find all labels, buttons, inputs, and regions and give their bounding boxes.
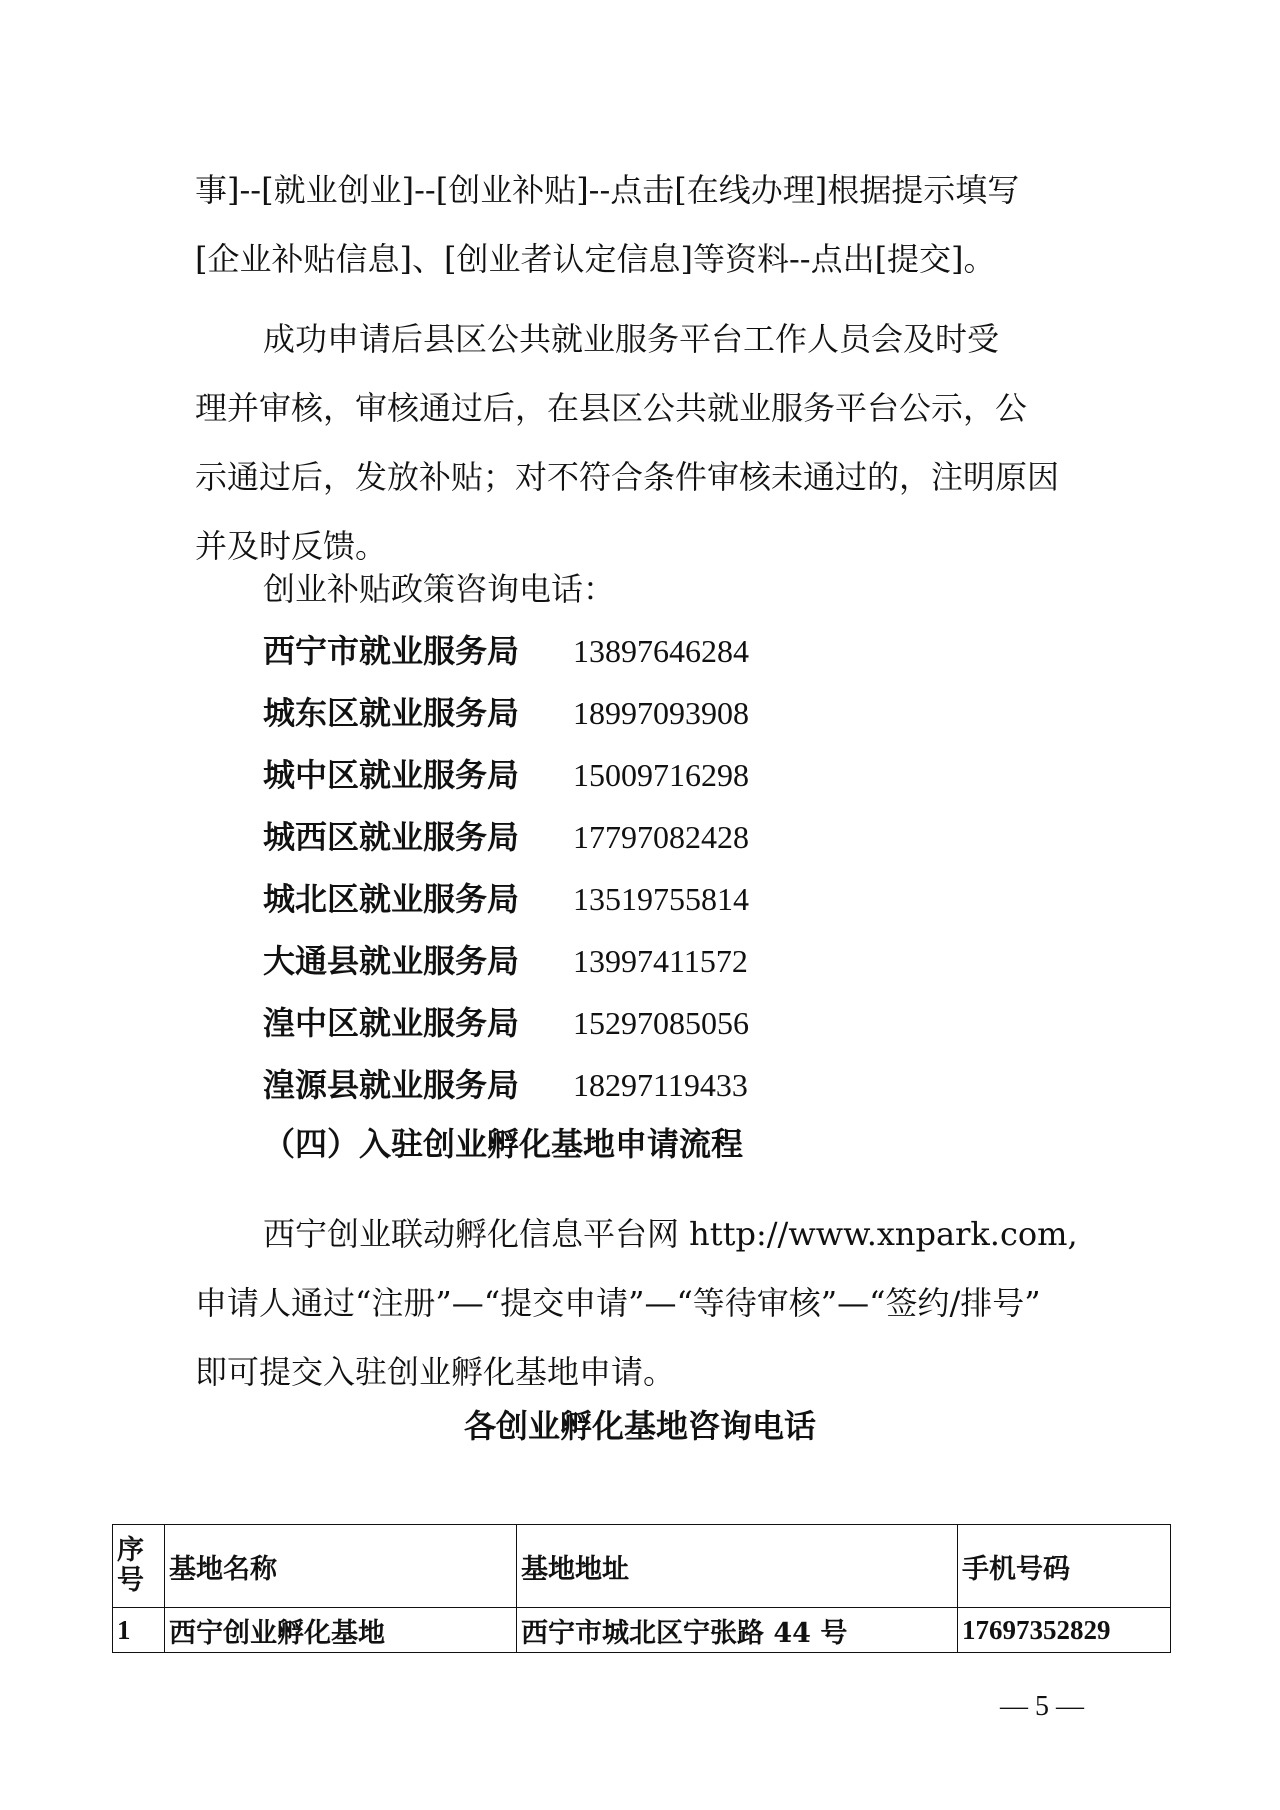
bureau-name: 城西区就业服务局	[263, 818, 520, 856]
bureau-name: 西宁市就业服务局	[263, 632, 520, 670]
hotline-row	[263, 1054, 749, 1116]
header-name: 基地名称	[165, 1525, 517, 1608]
text-line: 并及时反馈。	[195, 527, 388, 565]
text-line: 西宁创业联动孵化信息平台网 http://www.xnpark.com,	[263, 1215, 1078, 1253]
phone-number: 18997093908	[573, 695, 749, 731]
text-line: [企业补贴信息]、[创业者认定信息]等资料--点出[提交]。	[195, 240, 996, 278]
hotline-row	[263, 868, 749, 930]
subsidy-hotline-list	[263, 558, 749, 1116]
cell-no: 1	[113, 1608, 165, 1653]
text-line: 理并审核，审核通过后，在县区公共就业服务平台公示，公	[195, 389, 1028, 427]
bureau-name: 城北区就业服务局	[263, 880, 520, 918]
table-title: 各创业孵化基地咨询电话	[463, 1407, 816, 1445]
phone-number: 13519755814	[573, 881, 749, 917]
phone-number: 15297085056	[573, 1005, 749, 1041]
application-steps-paragraph	[195, 156, 1095, 294]
hotline-row	[263, 806, 749, 868]
phone-number: 13997411572	[573, 943, 748, 979]
table-row	[113, 1608, 1171, 1653]
bureau-name: 大通县就业服务局	[263, 942, 520, 980]
review-process-paragraph	[195, 305, 1095, 581]
cell-name: 西宁创业孵化基地	[165, 1608, 517, 1653]
phone-number: 15009716298	[573, 757, 749, 793]
text-line: 事]--[就业创业]--[创业补贴]--点击[在线办理]根据提示填写	[195, 171, 1020, 209]
text-line: 成功申请后县区公共就业服务平台工作人员会及时受	[263, 320, 1000, 358]
hotline-row	[263, 744, 749, 806]
hotline-row	[263, 930, 749, 992]
hotline-row	[263, 620, 749, 682]
header-address: 基地地址	[517, 1525, 958, 1608]
phone-number: 18297119433	[573, 1067, 748, 1103]
text-line: 示通过后，发放补贴；对不符合条件审核未通过的，注明原因	[195, 458, 1060, 496]
header-phone: 手机号码	[958, 1525, 1171, 1608]
phone-number: 17797082428	[573, 819, 749, 855]
phone-number: 13897646284	[573, 633, 749, 669]
bureau-name: 城东区就业服务局	[263, 694, 520, 732]
cell-address: 西宁市城北区宁张路 44 号	[517, 1608, 958, 1653]
bureau-name: 湟源县就业服务局	[263, 1066, 520, 1104]
incubator-application-paragraph	[195, 1200, 1095, 1407]
header-no: 序号	[113, 1525, 165, 1608]
table-header-row	[113, 1525, 1171, 1608]
section-heading: （四）入驻创业孵化基地申请流程	[263, 1125, 744, 1163]
page-number: — 5 —	[1000, 1691, 1084, 1722]
text-line: 申请人通过“注册”—“提交申请”—“等待审核”—“签约/排号”	[195, 1284, 1041, 1322]
cell-phone: 17697352829	[958, 1608, 1171, 1653]
bureau-name: 城中区就业服务局	[263, 756, 520, 794]
hotline-title: 创业补贴政策咨询电话：	[263, 570, 616, 608]
hotline-row	[263, 992, 749, 1054]
hotline-row	[263, 682, 749, 744]
text-line: 即可提交入驻创业孵化基地申请。	[195, 1353, 676, 1391]
bureau-name: 湟中区就业服务局	[263, 1004, 520, 1042]
incubator-bases-table	[112, 1524, 1171, 1653]
